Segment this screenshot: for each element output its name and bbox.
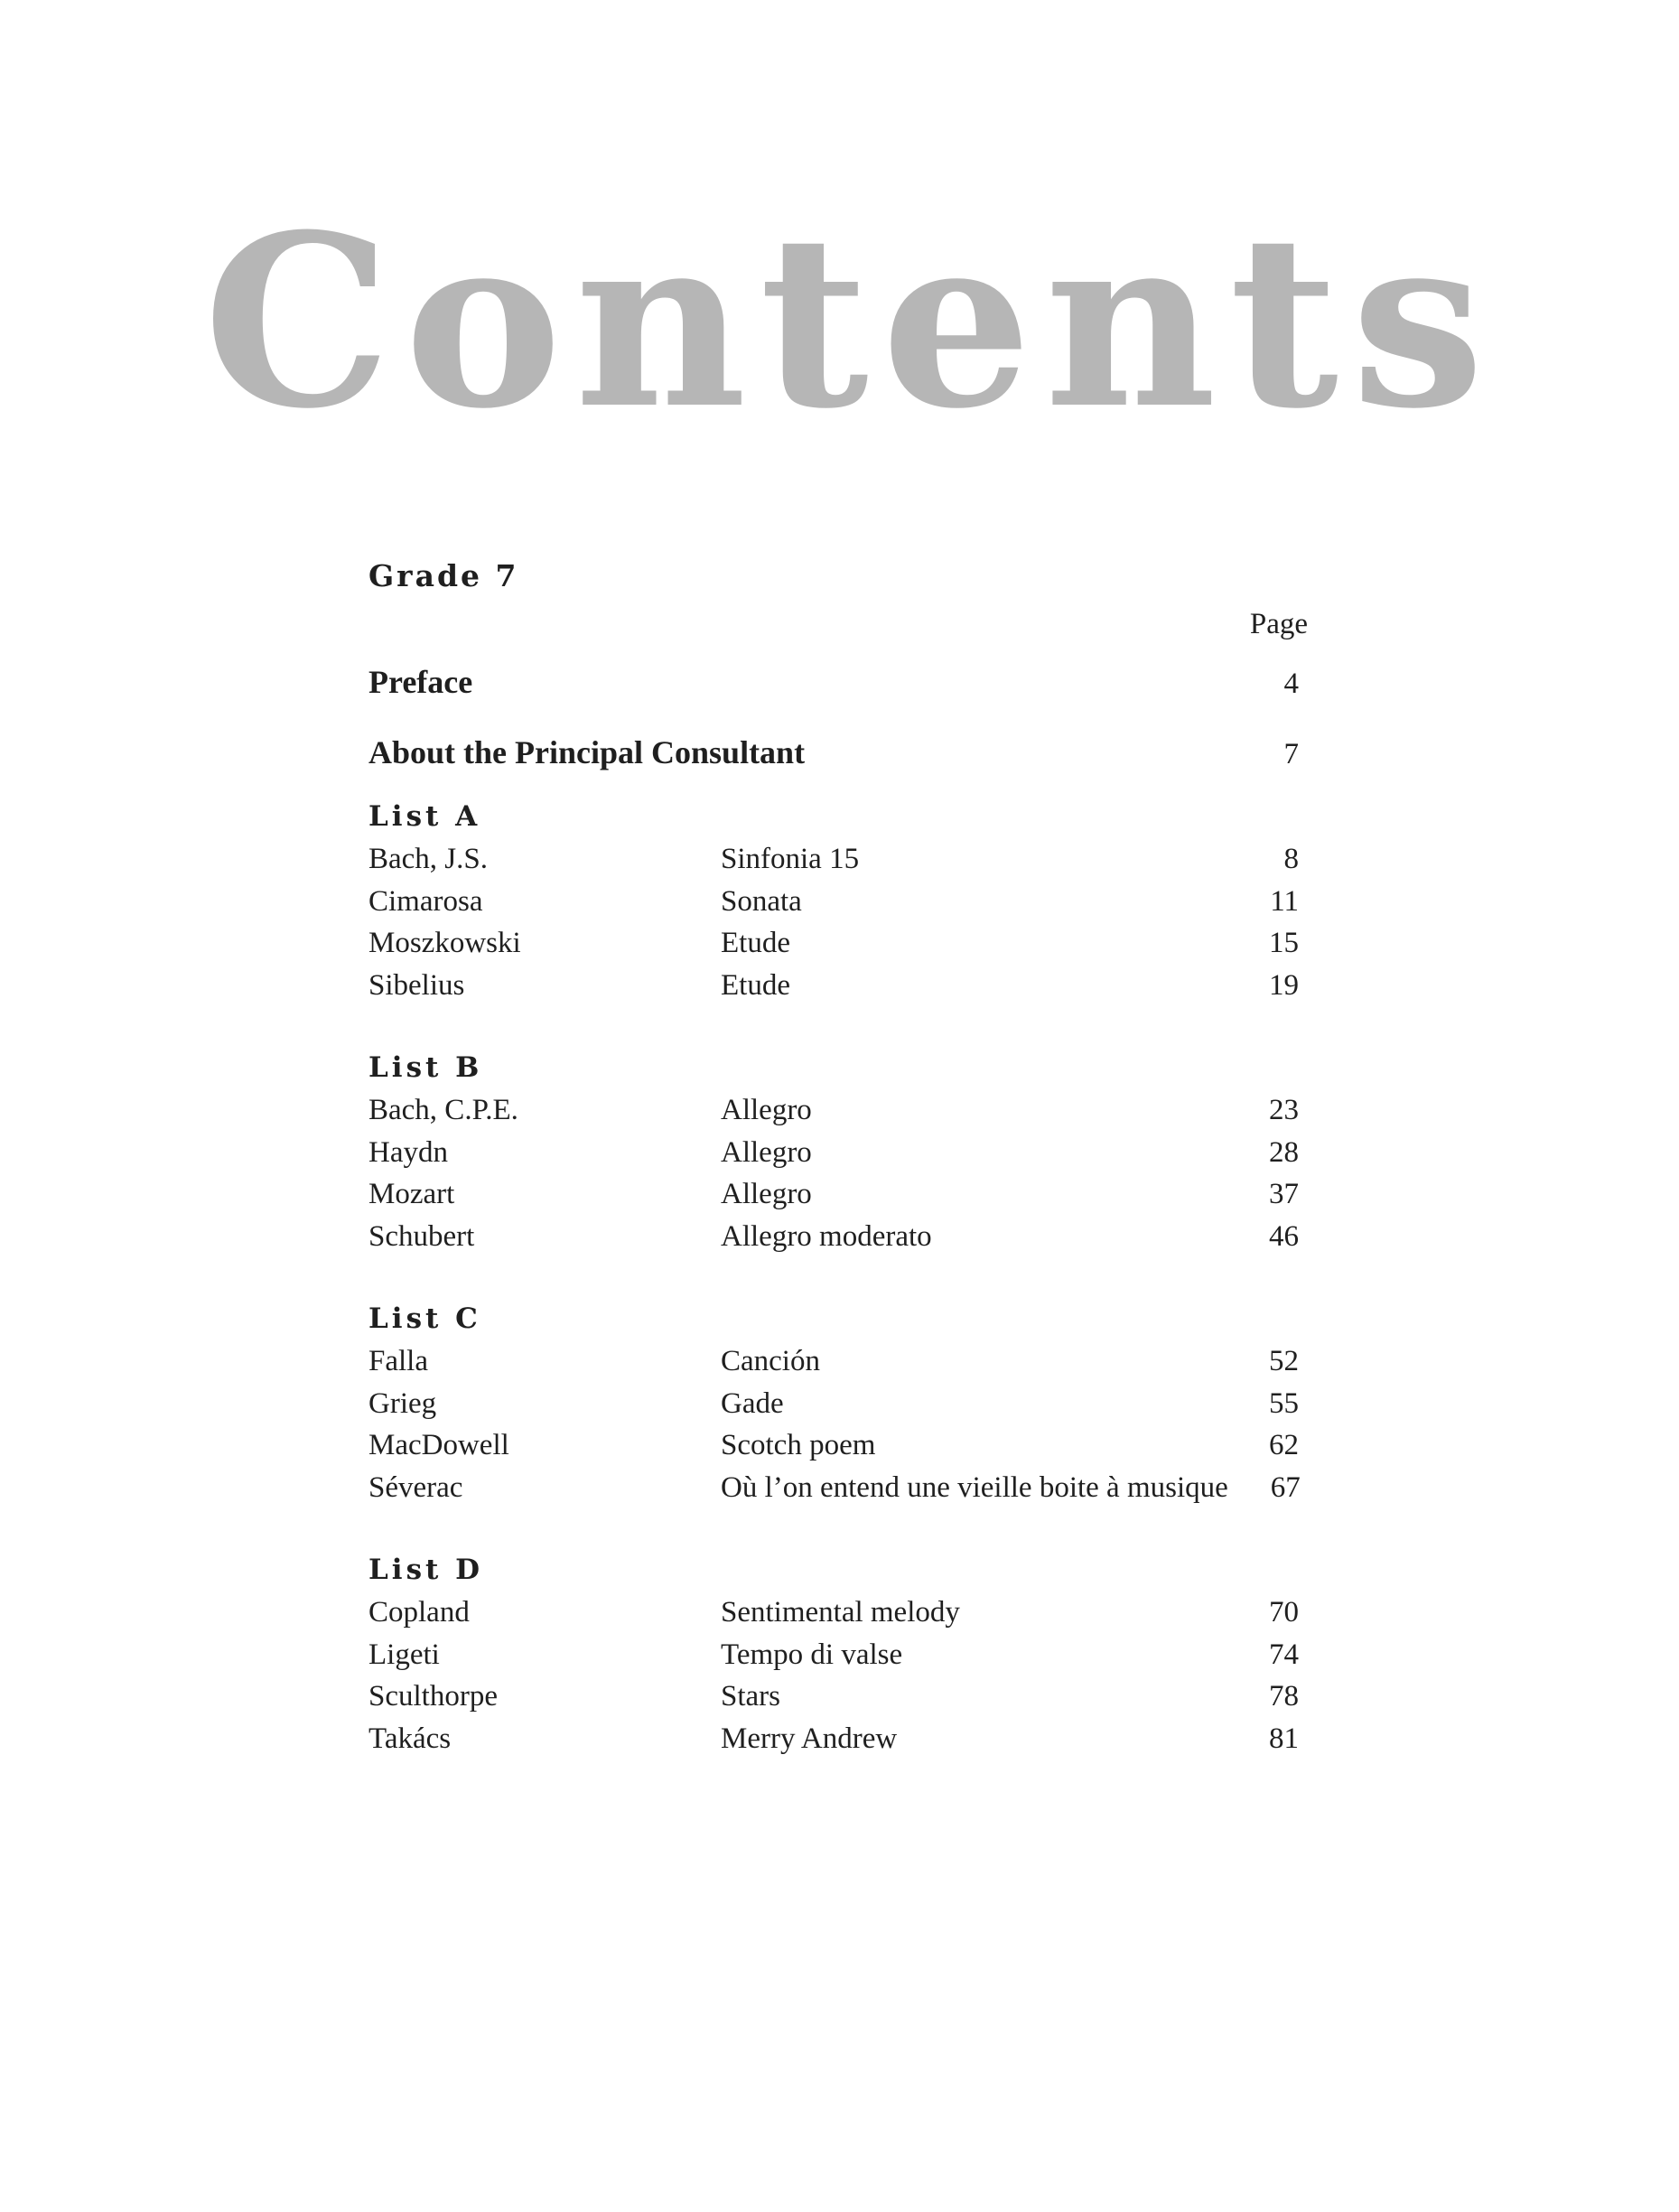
toc-entry[interactable] (368, 1675, 1308, 1718)
composer-name: Moszkowski (368, 927, 521, 959)
toc-entry-about-consultant[interactable] (368, 717, 1308, 788)
page-number: 11 (1270, 884, 1299, 918)
page-number: 52 (1269, 1345, 1299, 1377)
piece-title: Allegro moderato (721, 1219, 932, 1253)
composer-name: Copland (368, 1596, 470, 1629)
page-number: 55 (1269, 1386, 1299, 1420)
piece-lists (368, 795, 1308, 1759)
page-number: 23 (1269, 1094, 1299, 1126)
composer-name: Ligeti (368, 1638, 440, 1671)
page-number: 19 (1269, 968, 1299, 1002)
page-number: 78 (1269, 1680, 1299, 1713)
toc-entry[interactable] (368, 1467, 1308, 1509)
composer-name: Bach, C.P.E. (368, 1094, 518, 1126)
composer-name: Cimarosa (368, 884, 483, 918)
page-number: 74 (1269, 1638, 1299, 1671)
page-number: 70 (1269, 1596, 1299, 1629)
toc-entry[interactable] (368, 1634, 1308, 1676)
piece-title: Scotch poem (721, 1429, 876, 1461)
composer-name: Mozart (368, 1178, 455, 1210)
toc-entry-page: 7 (1283, 738, 1299, 770)
list-heading: List C (368, 1302, 481, 1335)
piece-title: Etude (721, 968, 790, 1002)
toc-entry[interactable] (368, 838, 1308, 881)
toc-entry[interactable] (368, 1089, 1308, 1132)
composer-name: Schubert (368, 1219, 475, 1253)
list-section (368, 1297, 1308, 1508)
composer-name: Séverac (368, 1470, 463, 1504)
table-of-contents (368, 551, 1308, 1759)
list-heading: List A (368, 800, 481, 833)
page-number: 28 (1269, 1135, 1299, 1169)
piece-title: Tempo di valse (721, 1638, 903, 1671)
page-column-header: Page (1249, 608, 1308, 640)
toc-entry-label: About the Principal Consultant (368, 734, 806, 770)
page-number: 62 (1269, 1429, 1299, 1461)
page-number: 81 (1269, 1722, 1299, 1755)
piece-title: Etude (721, 927, 790, 959)
toc-entry[interactable] (368, 1424, 1308, 1467)
toc-entry[interactable] (368, 1132, 1308, 1174)
toc-entry[interactable] (368, 1173, 1308, 1216)
piece-title: Merry Andrew (721, 1722, 898, 1755)
piece-title: Sinfonia 15 (721, 843, 860, 875)
page-title: Contents (203, 182, 1497, 461)
composer-name: Grieg (368, 1386, 437, 1420)
piece-title: Canción (721, 1345, 820, 1377)
toc-entry[interactable] (368, 1591, 1308, 1634)
composer-name: Bach, J.S. (368, 843, 488, 875)
composer-name: Takács (368, 1722, 452, 1755)
piece-title: Allegro (721, 1135, 812, 1169)
composer-name: Falla (368, 1345, 428, 1377)
page-number: 8 (1283, 843, 1299, 875)
toc-entry[interactable] (368, 1216, 1308, 1258)
piece-title: Sonata (721, 884, 802, 918)
page-number: 46 (1269, 1219, 1299, 1253)
list-section (368, 1046, 1308, 1257)
page-number: 15 (1269, 927, 1299, 959)
composer-name: Haydn (368, 1135, 448, 1169)
composer-name: MacDowell (368, 1429, 509, 1461)
piece-title: Allegro (721, 1178, 812, 1210)
toc-entry[interactable] (368, 965, 1308, 1007)
toc-entry[interactable] (368, 1718, 1308, 1760)
toc-entry-label: Preface (368, 664, 473, 700)
grade-heading: Grade 7 (368, 558, 519, 593)
piece-title: Allegro (721, 1094, 812, 1126)
toc-entry[interactable] (368, 1340, 1308, 1383)
toc-entry[interactable] (368, 1383, 1308, 1425)
piece-title: Où l’on entend une vieille boite à musique (721, 1470, 1228, 1504)
list-heading: List B (368, 1051, 483, 1084)
toc-entry-preface[interactable] (368, 647, 1308, 717)
list-section (368, 795, 1308, 1006)
composer-name: Sibelius (368, 968, 465, 1002)
list-heading: List D (368, 1554, 484, 1586)
toc-entry[interactable] (368, 881, 1308, 923)
page-number: 37 (1269, 1178, 1299, 1210)
page-number: 67 (1270, 1470, 1301, 1504)
piece-title: Sentimental melody (721, 1596, 960, 1629)
toc-entry[interactable] (368, 922, 1308, 965)
composer-name: Sculthorpe (368, 1680, 498, 1713)
piece-title: Gade (721, 1386, 784, 1420)
toc-entry-page: 4 (1283, 667, 1299, 700)
list-section (368, 1548, 1308, 1759)
piece-title: Stars (721, 1680, 780, 1713)
